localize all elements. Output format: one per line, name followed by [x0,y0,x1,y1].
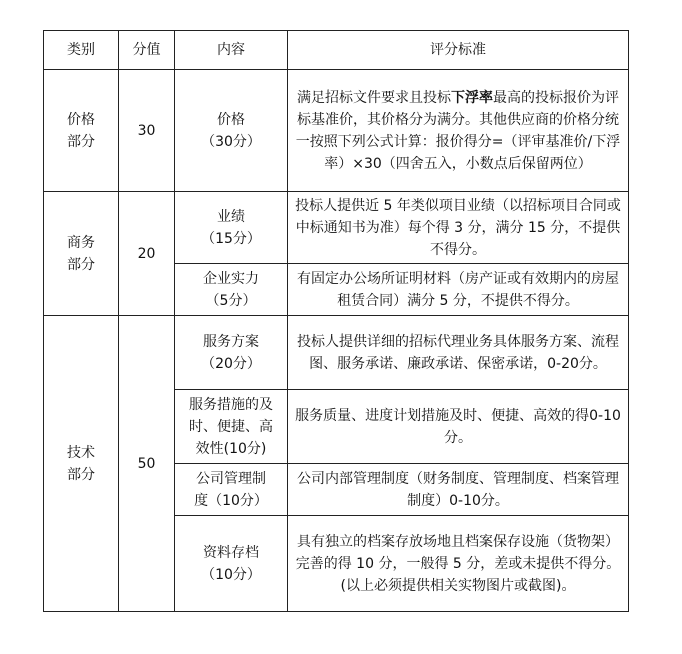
technical-item-3: 公司管理制 度（10分） [175,464,288,516]
business-score: 20 [119,192,175,316]
technical-criteria-4: 具有独立的档案存放场地且档案保存设施（货物架）完善的得 10 分，一般得 5 分，差或未提供不得分。(以上必须提供相关实物图片或截图)。 [288,516,629,612]
technical-category: 技术 部分 [44,316,119,612]
business-criteria-2: 有固定办公场所证明材料（房产证或有效期内的房屋租赁合同）满分 5 分，不提供不得分。 [288,264,629,316]
header-content: 内容 [175,31,288,70]
technical-item-4: 资料存档 （10分） [175,516,288,612]
header-score: 分值 [119,31,175,70]
technical-criteria-1: 投标人提供详细的招标代理业务具体服务方案、流程图、服务承诺、廉政承诺、保密承诺，0-20分。 [288,316,629,390]
header-criteria: 评分标准 [288,31,629,70]
technical-score: 50 [119,316,175,612]
price-criteria: 满足招标文件要求且投标下浮率最高的投标报价为评标基准价，其价格分为满分。其他供应商的价格分统一按照下列公式计算：报价得分=（评审基准价/下浮率）×30（四舍五入，小数点后保留两位） [288,70,629,192]
header-row [44,31,629,70]
technical-item-2: 服务措施的及 时、便捷、高 效性(10分) [175,390,288,464]
technical-criteria-3: 公司内部管理制度（财务制度、管理制度、档案管理制度）0-10分。 [288,464,629,516]
technical-row-1 [44,316,629,390]
float-rate-emphasis: 下浮率 [451,89,493,106]
price-category: 价格 部分 [44,70,119,192]
business-row-1 [44,192,629,264]
price-row [44,70,629,192]
header-category: 类别 [44,31,119,70]
business-criteria-1: 投标人提供近 5 年类似项目业绩（以招标项目合同或中标通知书为准）每个得 3 分，满分 15 分，不提供不得分。 [288,192,629,264]
business-item-1: 业绩 （15分） [175,192,288,264]
business-item-2: 企业实力 （5分） [175,264,288,316]
price-score: 30 [119,70,175,192]
technical-criteria-2: 服务质量、进度计划措施及时、便捷、高效的得0-10分。 [288,390,629,464]
scoring-table [43,30,629,612]
business-category: 商务 部分 [44,192,119,316]
price-item: 价格 （30分） [175,70,288,192]
technical-item-1: 服务方案 （20分） [175,316,288,390]
